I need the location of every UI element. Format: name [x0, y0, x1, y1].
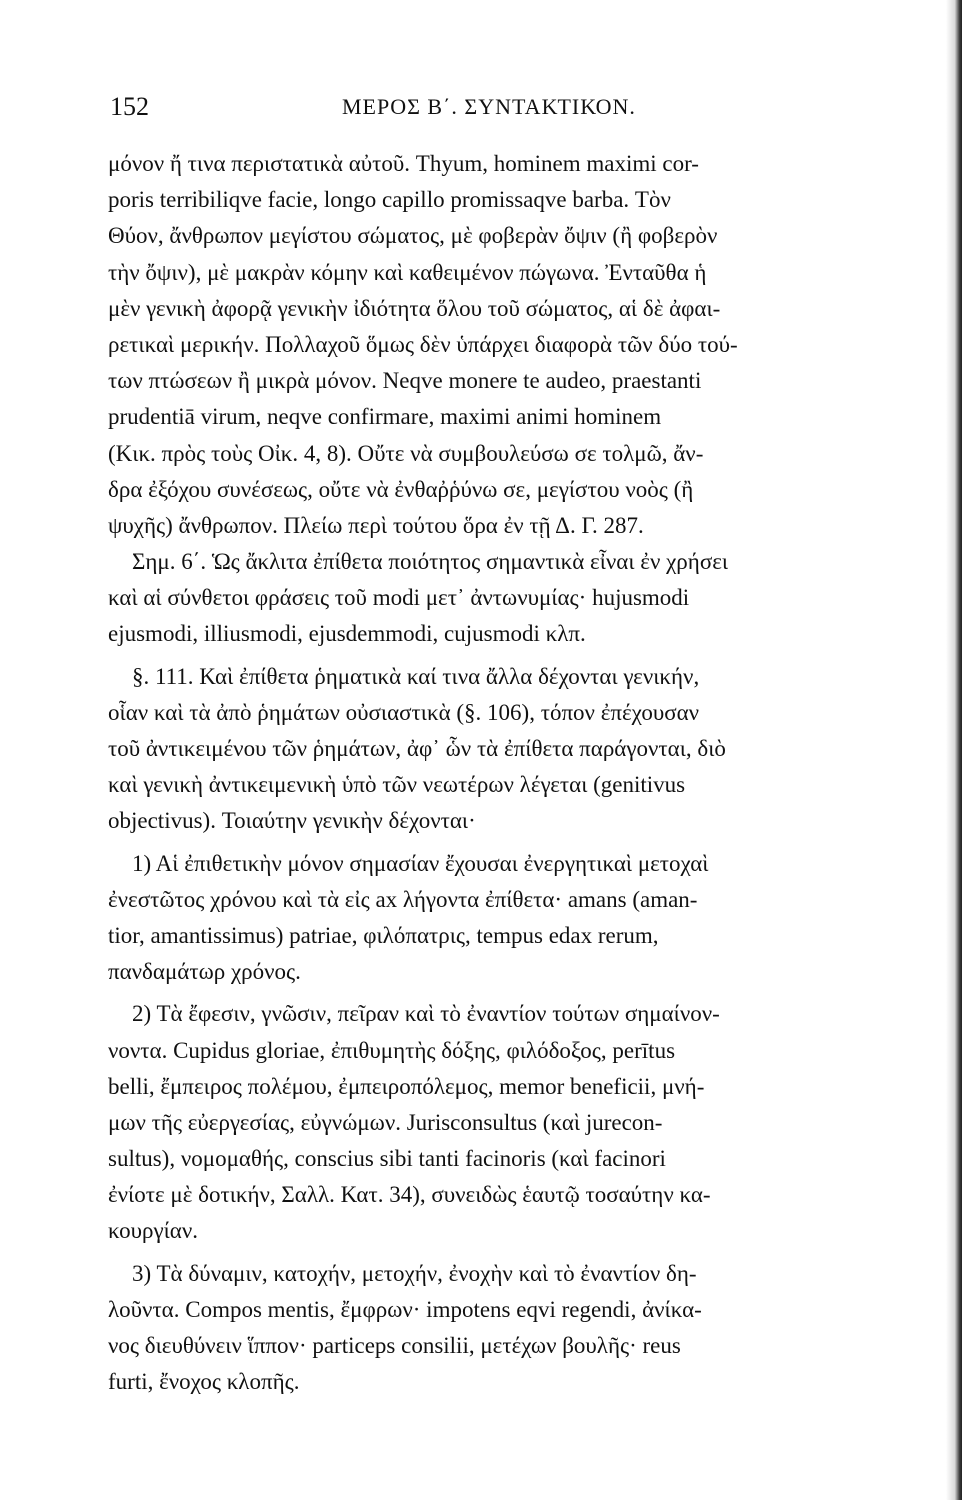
text-line: λοῦντα. Compos mentis, ἔμφρων· impotens eqvi regendi, ἀνίκα- — [108, 1296, 702, 1322]
text-line: ψυχῆς) ἄνθρωπον. Πλείω περὶ τούτου ὅρα ἐν τῇ Δ. Γ. 287. — [108, 512, 644, 538]
page-number: 152 — [110, 92, 149, 121]
text-line: §. 111. Καὶ ἐπίθετα ῥηματικὰ καί τινα ἄλλα δέχονται γενικήν, — [132, 663, 700, 689]
running-head: ΜΕΡΟΣ Β΄. ΣΥΝΤΑΚΤΙΚΟΝ. — [342, 94, 636, 119]
body-text — [108, 146, 928, 1400]
text-line: ἐνεστῶτος χρόνου καὶ τὰ εἰς ax λήγοντα ἐπίθετα· amans (aman- — [108, 886, 698, 912]
text-line: οἷαν καὶ τὰ ἀπὸ ῥημάτων οὐσιαστικὰ (§. 106), τόπον ἐπέχουσαν — [108, 699, 700, 725]
text-line: belli, ἔμπειρος πολέμου, ἐμπειροπόλεμος, memor beneficii, μνή- — [108, 1073, 705, 1099]
text-line: καὶ αἱ σύνθετοι φράσεις τοῦ modi μετ᾽ ἀντωνυμίας· hujusmodi — [108, 585, 690, 611]
text-line: 1) Αἱ ἐπιθετικὴν μόνον σημασίαν ἔχουσαι ἐνεργητικαὶ μετοχαὶ — [132, 850, 709, 876]
text-line: Σημ. 6΄. Ὡς ἄκλιτα ἐπίθετα ποιότητος σημαντικὰ εἶναι ἐν χρήσει — [132, 549, 729, 575]
text-line: sultus), νομομαθής, conscius sibi tanti facinoris (καὶ facinori — [108, 1146, 666, 1172]
text-line: furti, ἔνοχος κλοπῆς. — [108, 1369, 300, 1395]
text-line: 2) Τὰ ἔφεσιν, γνῶσιν, πεῖραν καὶ τὸ ἐναντίον τούτων σημαίνον- — [132, 1001, 720, 1027]
text-line: Θύον, ἄνθρωπον μεγίστου σώματος, μὲ φοβερὰν ὄψιν (ἢ φοβερὸν — [108, 223, 718, 249]
text-line: καὶ γενικὴ ἀντικειμενικὴ ὑπὸ τῶν νεωτέρων λέγεται (genitivus — [108, 772, 686, 798]
page-header — [110, 92, 930, 128]
text-line: poris terribiliqve facie, longo capillo promissaqve barba. Τὸν — [108, 187, 671, 213]
text-line: τοῦ ἀντικειμένου τῶν ῥημάτων, ἀφ᾽ ὧν τὰ ἐπίθετα παράγονται, διὸ — [108, 736, 726, 761]
text-line: δρα ἐξόχου συνέσεως, οὔτε νὰ ἐνθαῤῥύνω σε, μεγίστου νοὸς (ἢ — [108, 476, 694, 502]
text-line: objectivus). Τοιαύτην γενικὴν δέχονται· — [108, 808, 476, 834]
text-line: ἐνίοτε μὲ δοτικήν, Σαλλ. Κατ. 34), συνειδὼς ἑαυτῷ τοσαύτην κα- — [108, 1182, 711, 1208]
text-line: 3) Τὰ δύναμιν, κατοχήν, μετοχήν, ἐνοχὴν καὶ τὸ ἐναντίον δη- — [132, 1260, 697, 1286]
page-edge-shadow — [946, 0, 962, 1500]
text-line: tior, amantissimus) patriae, φιλόπατρις, tempus edax rerum, — [108, 922, 659, 948]
text-line: ejusmodi, illiusmodi, ejusdemmodi, cujusmodi κλπ. — [108, 621, 586, 647]
text-line: νοντα. Cupidus gloriae, ἐπιθυμητὴς δόξης, φιλόδοξος, perītus — [108, 1037, 676, 1063]
text-line: μων τῆς εὐεργεσίας, εὐγνώμων. Jurisconsultus (καὶ jurecon- — [108, 1109, 663, 1135]
text-line: (Κικ. πρὸς τοὺς Οἰκ. 4, 8). Οὔτε νὰ συμβουλεύσω σε τολμῶ, ἄν- — [108, 440, 704, 466]
text-line: μόνον ἤ τινα περιστατικὰ αὐτοῦ. Thyum, hominem maximi cor- — [108, 151, 699, 176]
text-line: ρετικαὶ μερικήν. Πολλαχοῦ ὅμως δὲν ὑπάρχει διαφορὰ τῶν δύο τού- — [108, 331, 738, 357]
text-line: κουργίαν. — [108, 1218, 199, 1244]
text-line: μὲν γενικὴ ἀφορᾷ γενικὴν ἰδιότητα ὅλου τοῦ σώματος, αἱ δὲ ἀφαι- — [108, 295, 721, 321]
text-line: τὴν ὄψιν), μὲ μακρὰν κόμην καὶ καθειμένον πώγωνα. Ἐνταῦθα ἡ — [108, 259, 707, 285]
text-line: νος διευθύνειν ἵππον· particeps consilii, μετέχων βουλῆς· reus — [108, 1333, 681, 1358]
text-line: των πτώσεων ἢ μικρὰ μόνον. Neqve monere te audeo, praestanti — [108, 368, 702, 394]
text-line: πανδαμάτωρ χρόνος. — [108, 959, 301, 985]
text-line: prudentiā virum, neqve confirmare, maximi animi hominem — [108, 404, 662, 430]
